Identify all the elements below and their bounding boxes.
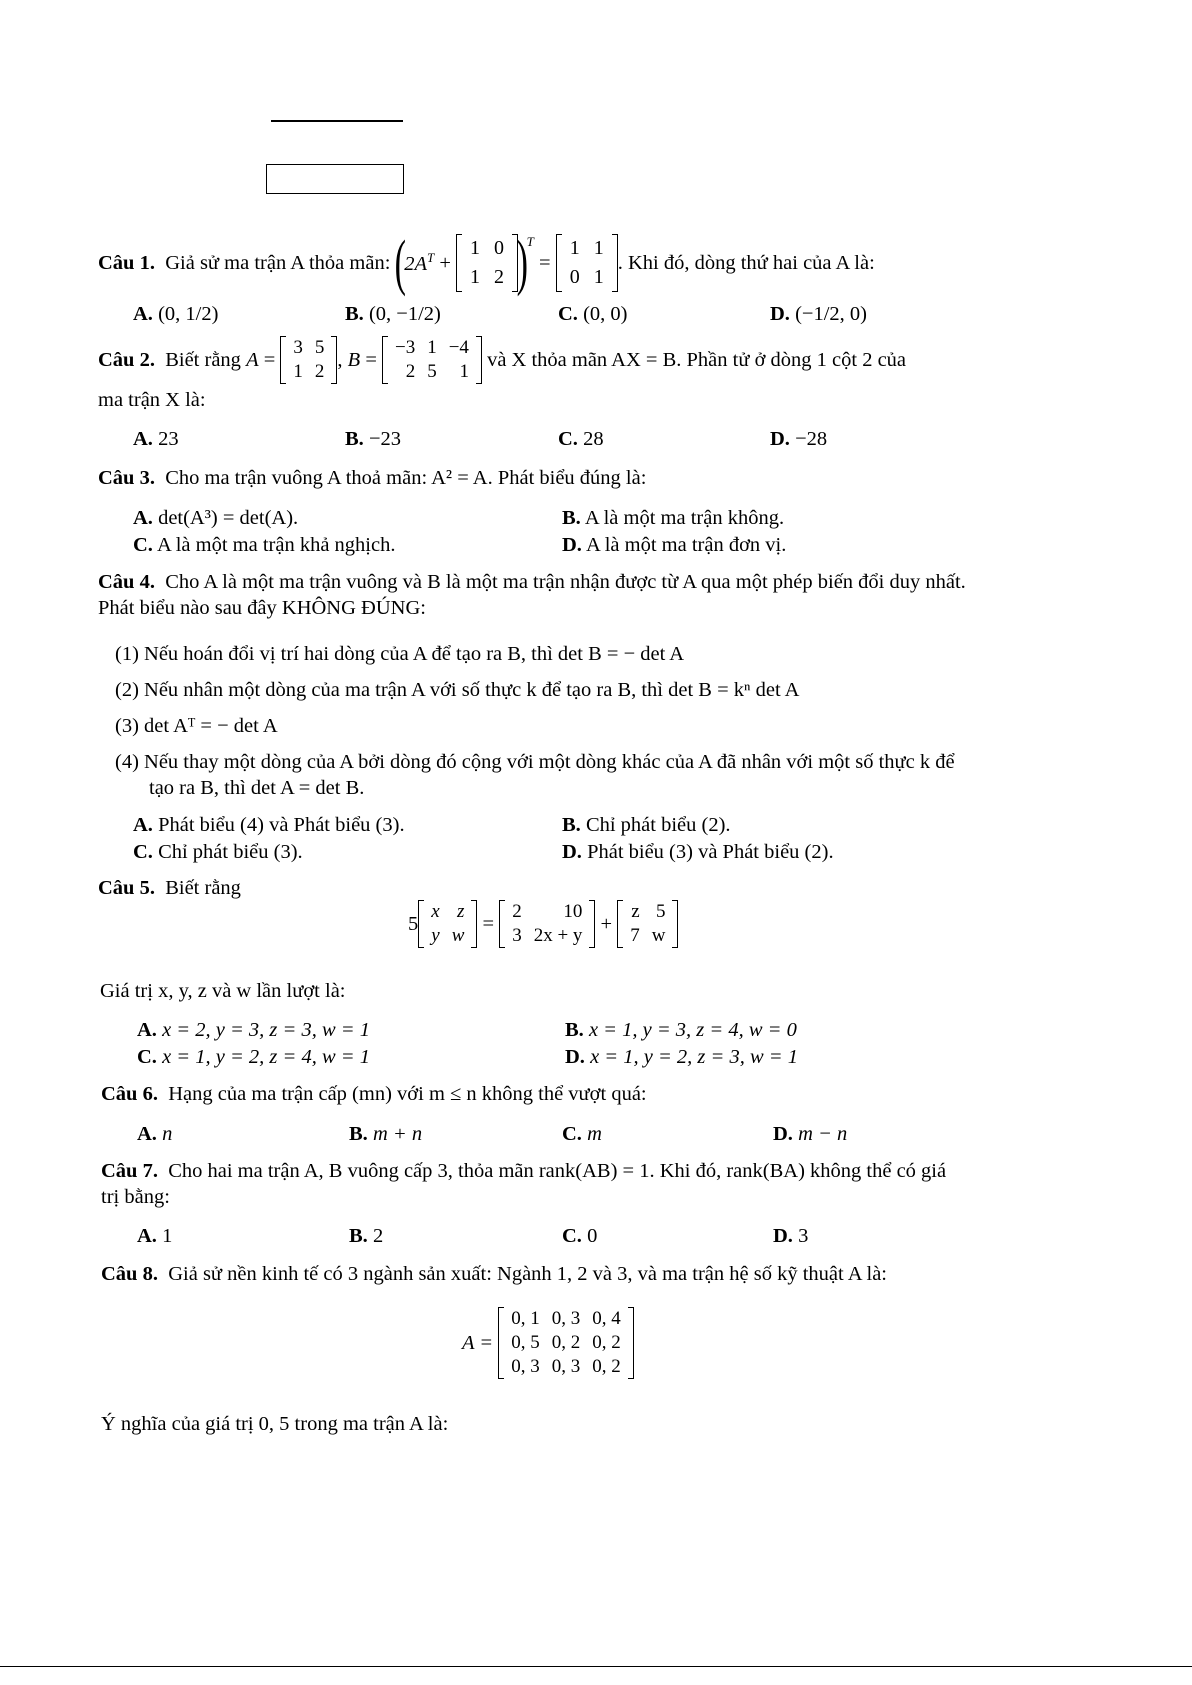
matrix-cell: 3	[512, 925, 522, 946]
matrix-cell: 7	[630, 925, 640, 946]
option-b[interactable]: B. 2	[349, 1225, 384, 1247]
option-c[interactable]: C. 0	[562, 1225, 598, 1247]
option-d[interactable]: D. m − n	[773, 1123, 848, 1145]
question-label: Câu 1.	[98, 251, 155, 274]
matrix-row	[563, 263, 611, 292]
header-box	[266, 164, 404, 194]
matrix-row	[389, 336, 475, 360]
option-b[interactable]: B. Chỉ phát biểu (2).	[562, 814, 731, 836]
matrix-cell: 10	[563, 901, 583, 922]
matrix-row	[287, 360, 330, 384]
option-d[interactable]: D. −28	[770, 428, 828, 450]
question-text: Hạng của ma trận cấp (mn) với m ≤ n không thể vượt quá:	[168, 1083, 647, 1105]
matrix-q5-3	[617, 900, 678, 948]
matrix-q1-1	[456, 234, 518, 292]
left-paren: (	[394, 229, 406, 297]
matrix-row	[463, 263, 511, 292]
matrix-cell: 0, 3	[551, 1356, 581, 1377]
option-a[interactable]: A. 23	[133, 428, 179, 450]
question-7	[101, 1160, 946, 1183]
matrix-cell: 2	[405, 361, 416, 382]
statement-2: (2) Nếu nhân một dòng của ma trận A với số thực k để tạo ra B, thì det B = kⁿ det A	[115, 679, 800, 701]
matrix-q5-2	[499, 900, 595, 948]
question-7-line2: trị bằng:	[101, 1186, 170, 1208]
option-c[interactable]: C. m	[562, 1123, 602, 1145]
question-2: Câu 2. Biết rằng A = 3 5 1 2 , B = −3 1 −4 2 5 1 và X thỏa mãn AX = B. Phần tử ở dòng 1 cột 2 của	[98, 337, 907, 382]
option-c[interactable]: C. (0, 0)	[558, 303, 628, 325]
matrix-row	[425, 900, 470, 924]
matrix-cell: z	[631, 901, 640, 922]
matrix-row	[506, 900, 588, 924]
option-d[interactable]: D. Phát biểu (3) và Phát biểu (2).	[562, 841, 834, 863]
matrix-row	[563, 234, 611, 263]
question-5-line2: Giá trị x, y, z và w lần lượt là:	[100, 980, 346, 1002]
question-2-line2: ma trận X là:	[98, 389, 206, 411]
option-c[interactable]: C. A là một ma trận khả nghịch.	[133, 534, 396, 556]
matrix-q8	[498, 1307, 634, 1379]
option-d[interactable]: D. 3	[773, 1225, 809, 1247]
option-c[interactable]: C. x = 1, y = 2, z = 4, w = 1	[137, 1046, 370, 1068]
matrix-cell: 2x + y	[533, 925, 583, 946]
question-label: Câu 2.	[98, 348, 155, 371]
option-a[interactable]: A. 1	[137, 1225, 173, 1247]
option-b[interactable]: B. x = 1, y = 3, z = 4, w = 0	[565, 1019, 797, 1041]
matrix-row	[505, 1355, 627, 1379]
matrix-cell: 1	[593, 237, 604, 259]
matrix-q1-2	[556, 234, 618, 292]
option-a[interactable]: A. (0, 1/2)	[133, 303, 219, 325]
question-text: Biết rằng	[165, 348, 241, 371]
matrix-cell: 0, 2	[592, 1332, 621, 1353]
matrix-cell: 5	[314, 337, 325, 358]
matrix-cell: 0	[569, 266, 580, 288]
question-text: Biết rằng	[165, 877, 241, 899]
matrix-row	[287, 336, 330, 360]
matrix-q2-a	[280, 336, 337, 384]
matrix-cell: −3	[395, 337, 416, 358]
matrix-cell: 1	[427, 337, 437, 358]
matrix-row	[624, 924, 671, 948]
matrix-cell: 0, 1	[511, 1308, 540, 1329]
option-b[interactable]: B. (0, −1/2)	[345, 303, 441, 325]
option-a[interactable]: A. x = 2, y = 3, z = 3, w = 1	[137, 1019, 370, 1041]
matrix-cell: 0, 5	[511, 1332, 540, 1353]
matrix-row	[505, 1331, 627, 1355]
matrix-row	[389, 360, 475, 384]
question-6	[101, 1083, 647, 1106]
matrix-cell: 5	[427, 361, 437, 382]
matrix-cell: 0, 2	[592, 1356, 621, 1377]
question-3	[98, 467, 646, 490]
question-5	[98, 877, 241, 900]
matrix-row	[463, 234, 511, 263]
matrix-row	[506, 924, 588, 948]
equation-q5: 5 x z y w = 2 10 3 2x + y + z 5 7 w	[408, 900, 678, 948]
matrix-row	[505, 1307, 627, 1331]
matrix-cell: y	[431, 925, 440, 946]
matrix-cell: 2	[512, 901, 522, 922]
question-label: Câu 6.	[101, 1083, 158, 1105]
question-text: Giả sử ma trận A thỏa mãn:	[165, 251, 391, 274]
option-d[interactable]: D. (−1/2, 0)	[770, 303, 867, 325]
option-b[interactable]: B. −23	[345, 428, 401, 450]
matrix-cell: 0	[494, 237, 505, 259]
statement-4-cont: tạo ra B, thì det A = det B.	[149, 777, 365, 799]
matrix-cell: 1	[569, 237, 580, 259]
option-b[interactable]: B. A là một ma trận không.	[562, 507, 785, 529]
matrix-row	[425, 924, 470, 948]
matrix-cell: 1	[470, 266, 481, 288]
matrix-cell: z	[456, 901, 465, 922]
question-label: Câu 7.	[101, 1160, 158, 1182]
option-b[interactable]: B. m + n	[349, 1123, 423, 1145]
option-a[interactable]: A. det(A³) = det(A).	[133, 507, 299, 529]
question-label: Câu 5.	[98, 877, 155, 899]
question-tail: và X thỏa mãn AX = B. Phần tử ở dòng 1 cột 2 của	[487, 348, 907, 371]
matrix-cell: 0, 3	[511, 1356, 540, 1377]
matrix-cell: 2	[494, 266, 505, 288]
question-text: Cho A là một ma trận vuông và B là một ma trận nhận được từ A qua một phép biến đổi duy nhất.	[165, 571, 966, 593]
matrix-cell: −4	[448, 337, 469, 358]
option-d[interactable]: D. x = 1, y = 2, z = 3, w = 1	[565, 1046, 798, 1068]
option-a[interactable]: A. Phát biểu (4) và Phát biểu (3).	[133, 814, 405, 836]
statement-4: (4) Nếu thay một dòng của A bởi dòng đó cộng với một dòng khác của A đã nhân với một số thực k để	[115, 751, 955, 773]
statement-3: (3) det Aᵀ = − det A	[115, 715, 278, 737]
matrix-cell: 5	[655, 901, 666, 922]
question-8-line2: Ý nghĩa của giá trị 0, 5 trong ma trận A là:	[101, 1413, 449, 1435]
question-tail: . Khi đó, dòng thứ hai của A là:	[617, 251, 875, 274]
matrix-q2-b	[382, 336, 482, 384]
matrix-row	[624, 900, 671, 924]
question-1: Câu 1. Giả sử ma trận A thỏa mãn: ( $2A^T$ + 1 0 1 2 ) T = 1 1 0 1 . Khi đó, dòng thứ hai của A là:	[98, 229, 875, 297]
matrix-cell: w	[651, 925, 666, 946]
matrix-cell: w	[451, 925, 465, 946]
question-label: Câu 4.	[98, 571, 155, 593]
option-a[interactable]: A. n	[137, 1123, 173, 1145]
matrix-cell: 0, 2	[551, 1332, 581, 1353]
right-paren: )	[516, 229, 529, 297]
matrix-cell: 1	[593, 266, 604, 288]
matrix-q5-1	[418, 900, 477, 948]
question-label: Câu 8.	[101, 1263, 158, 1285]
matrix-cell: 1	[470, 237, 481, 259]
matrix-cell: 0, 4	[592, 1308, 621, 1329]
question-text: Cho ma trận vuông A thoả mãn: A² = A. Phát biểu đúng là:	[165, 467, 647, 489]
matrix-cell: x	[431, 901, 440, 922]
question-text: Cho hai ma trận A, B vuông cấp 3, thỏa mãn rank(AB) = 1. Khi đó, rank(BA) không thể có giá	[168, 1160, 947, 1182]
matrix-cell: 1	[459, 361, 469, 382]
question-4-line2: Phát biểu nào sau đây KHÔNG ĐÚNG:	[98, 597, 426, 619]
question-text: Giả sử nền kinh tế có 3 ngành sản xuất: Ngành 1, 2 và 3, và ma trận hệ số kỹ thuật A là:	[168, 1263, 887, 1285]
header-line	[271, 120, 403, 122]
question-label: Câu 3.	[98, 467, 155, 489]
matrix-cell: 3	[293, 337, 303, 358]
matrix-cell: 1	[293, 361, 303, 382]
footer-line	[0, 1666, 1192, 1667]
option-d[interactable]: D. A là một ma trận đơn vị.	[562, 534, 787, 556]
statement-1: (1) Nếu hoán đổi vị trí hai dòng của A để tạo ra B, thì det B = − det A	[115, 643, 685, 665]
equation-q8: A = 0, 1 0, 3 0, 4 0, 5 0, 2 0, 2 0, 3 0, 3 0, 2	[462, 1307, 634, 1379]
matrix-cell: 2	[314, 361, 325, 382]
question-8	[101, 1263, 887, 1286]
question-4	[98, 571, 966, 594]
option-c[interactable]: C. 28	[558, 428, 604, 450]
option-c[interactable]: C. Chỉ phát biểu (3).	[133, 841, 303, 863]
matrix-cell: 0, 3	[551, 1308, 581, 1329]
